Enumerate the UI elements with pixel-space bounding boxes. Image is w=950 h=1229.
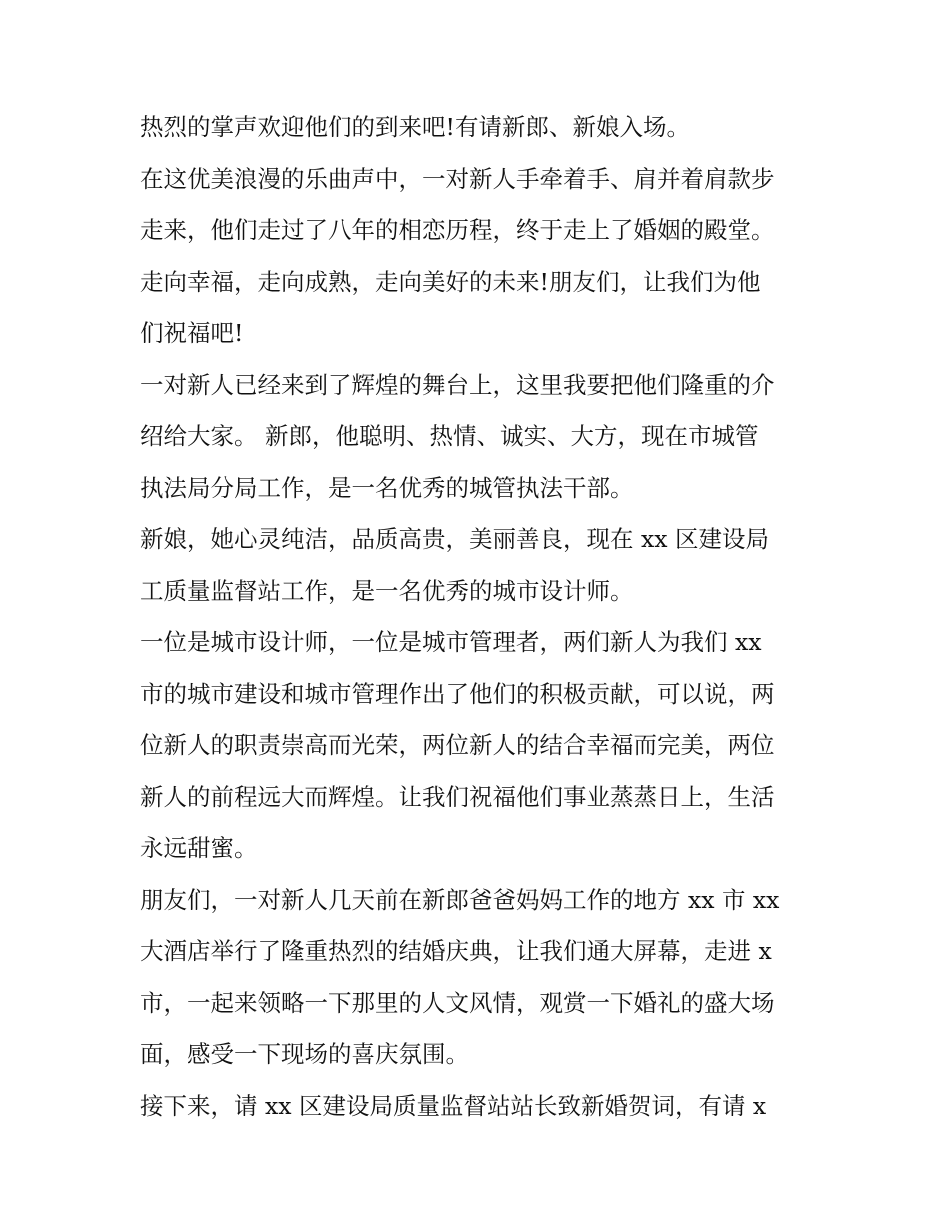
text-line: 朋友们，一对新人几天前在新郎爸爸妈妈工作的地方 xx 市 xx bbox=[140, 885, 780, 914]
text-line: 面，感受一下现场的喜庆氛围。 bbox=[140, 1040, 469, 1068]
text-line: 市，一起来领略一下那里的人文风情，观赏一下婚礼的盛大场 bbox=[140, 988, 775, 1017]
text-line: 市的城市建设和城市管理作出了他们的积极贡献，可以说，两 bbox=[140, 679, 775, 708]
text-line: 一对新人已经来到了辉煌的舞台上，这里我要把他们隆重的介 bbox=[140, 370, 775, 399]
text-line: 热烈的掌声欢迎他们的到来吧!有请新郎、新娘入场。 bbox=[140, 113, 690, 141]
text-line: 永远甜蜜。 bbox=[140, 834, 258, 862]
text-line: 位新人的职责崇高而光荣，两位新人的结合幸福而完美，两位 bbox=[140, 731, 775, 759]
text-line: 在这优美浪漫的乐曲声中，一对新人手牵着手、肩并着肩款步 bbox=[140, 164, 775, 193]
text-line: 执法局分局工作，是一名优秀的城管执法干部。 bbox=[140, 473, 634, 502]
text-line: 们祝福吧! bbox=[140, 319, 244, 347]
text-line: 一位是城市设计师，一位是城市管理者，两们新人为我们 xx bbox=[140, 628, 762, 656]
text-line: 大酒店举行了隆重热烈的结婚庆典，让我们通大屏幕，走进 x bbox=[140, 937, 772, 965]
text-line: 新人的前程远大而辉煌。让我们祝福他们事业蒸蒸日上，生活 bbox=[140, 782, 775, 811]
text-line: 工质量监督站工作，是一名优秀的城市设计师。 bbox=[140, 576, 634, 605]
document-body bbox=[140, 102, 820, 1132]
text-line: 走向幸福，走向成熟，走向美好的未来!朋友们，让我们为他 bbox=[140, 267, 761, 296]
text-line: 新娘，她心灵纯洁，品质高贵，美丽善良，现在 xx 区建设局 bbox=[140, 525, 769, 553]
text-line: 接下来，请 xx 区建设局质量监督站站长致新婚贺词，有请 x bbox=[140, 1091, 767, 1120]
text-line: 绍给大家。 新郎，他聪明、热情、诚实、大方，现在市城管 bbox=[140, 422, 759, 450]
text-line: 走来，他们走过了八年的相恋历程，终于走上了婚姻的殿堂。 bbox=[140, 216, 775, 244]
